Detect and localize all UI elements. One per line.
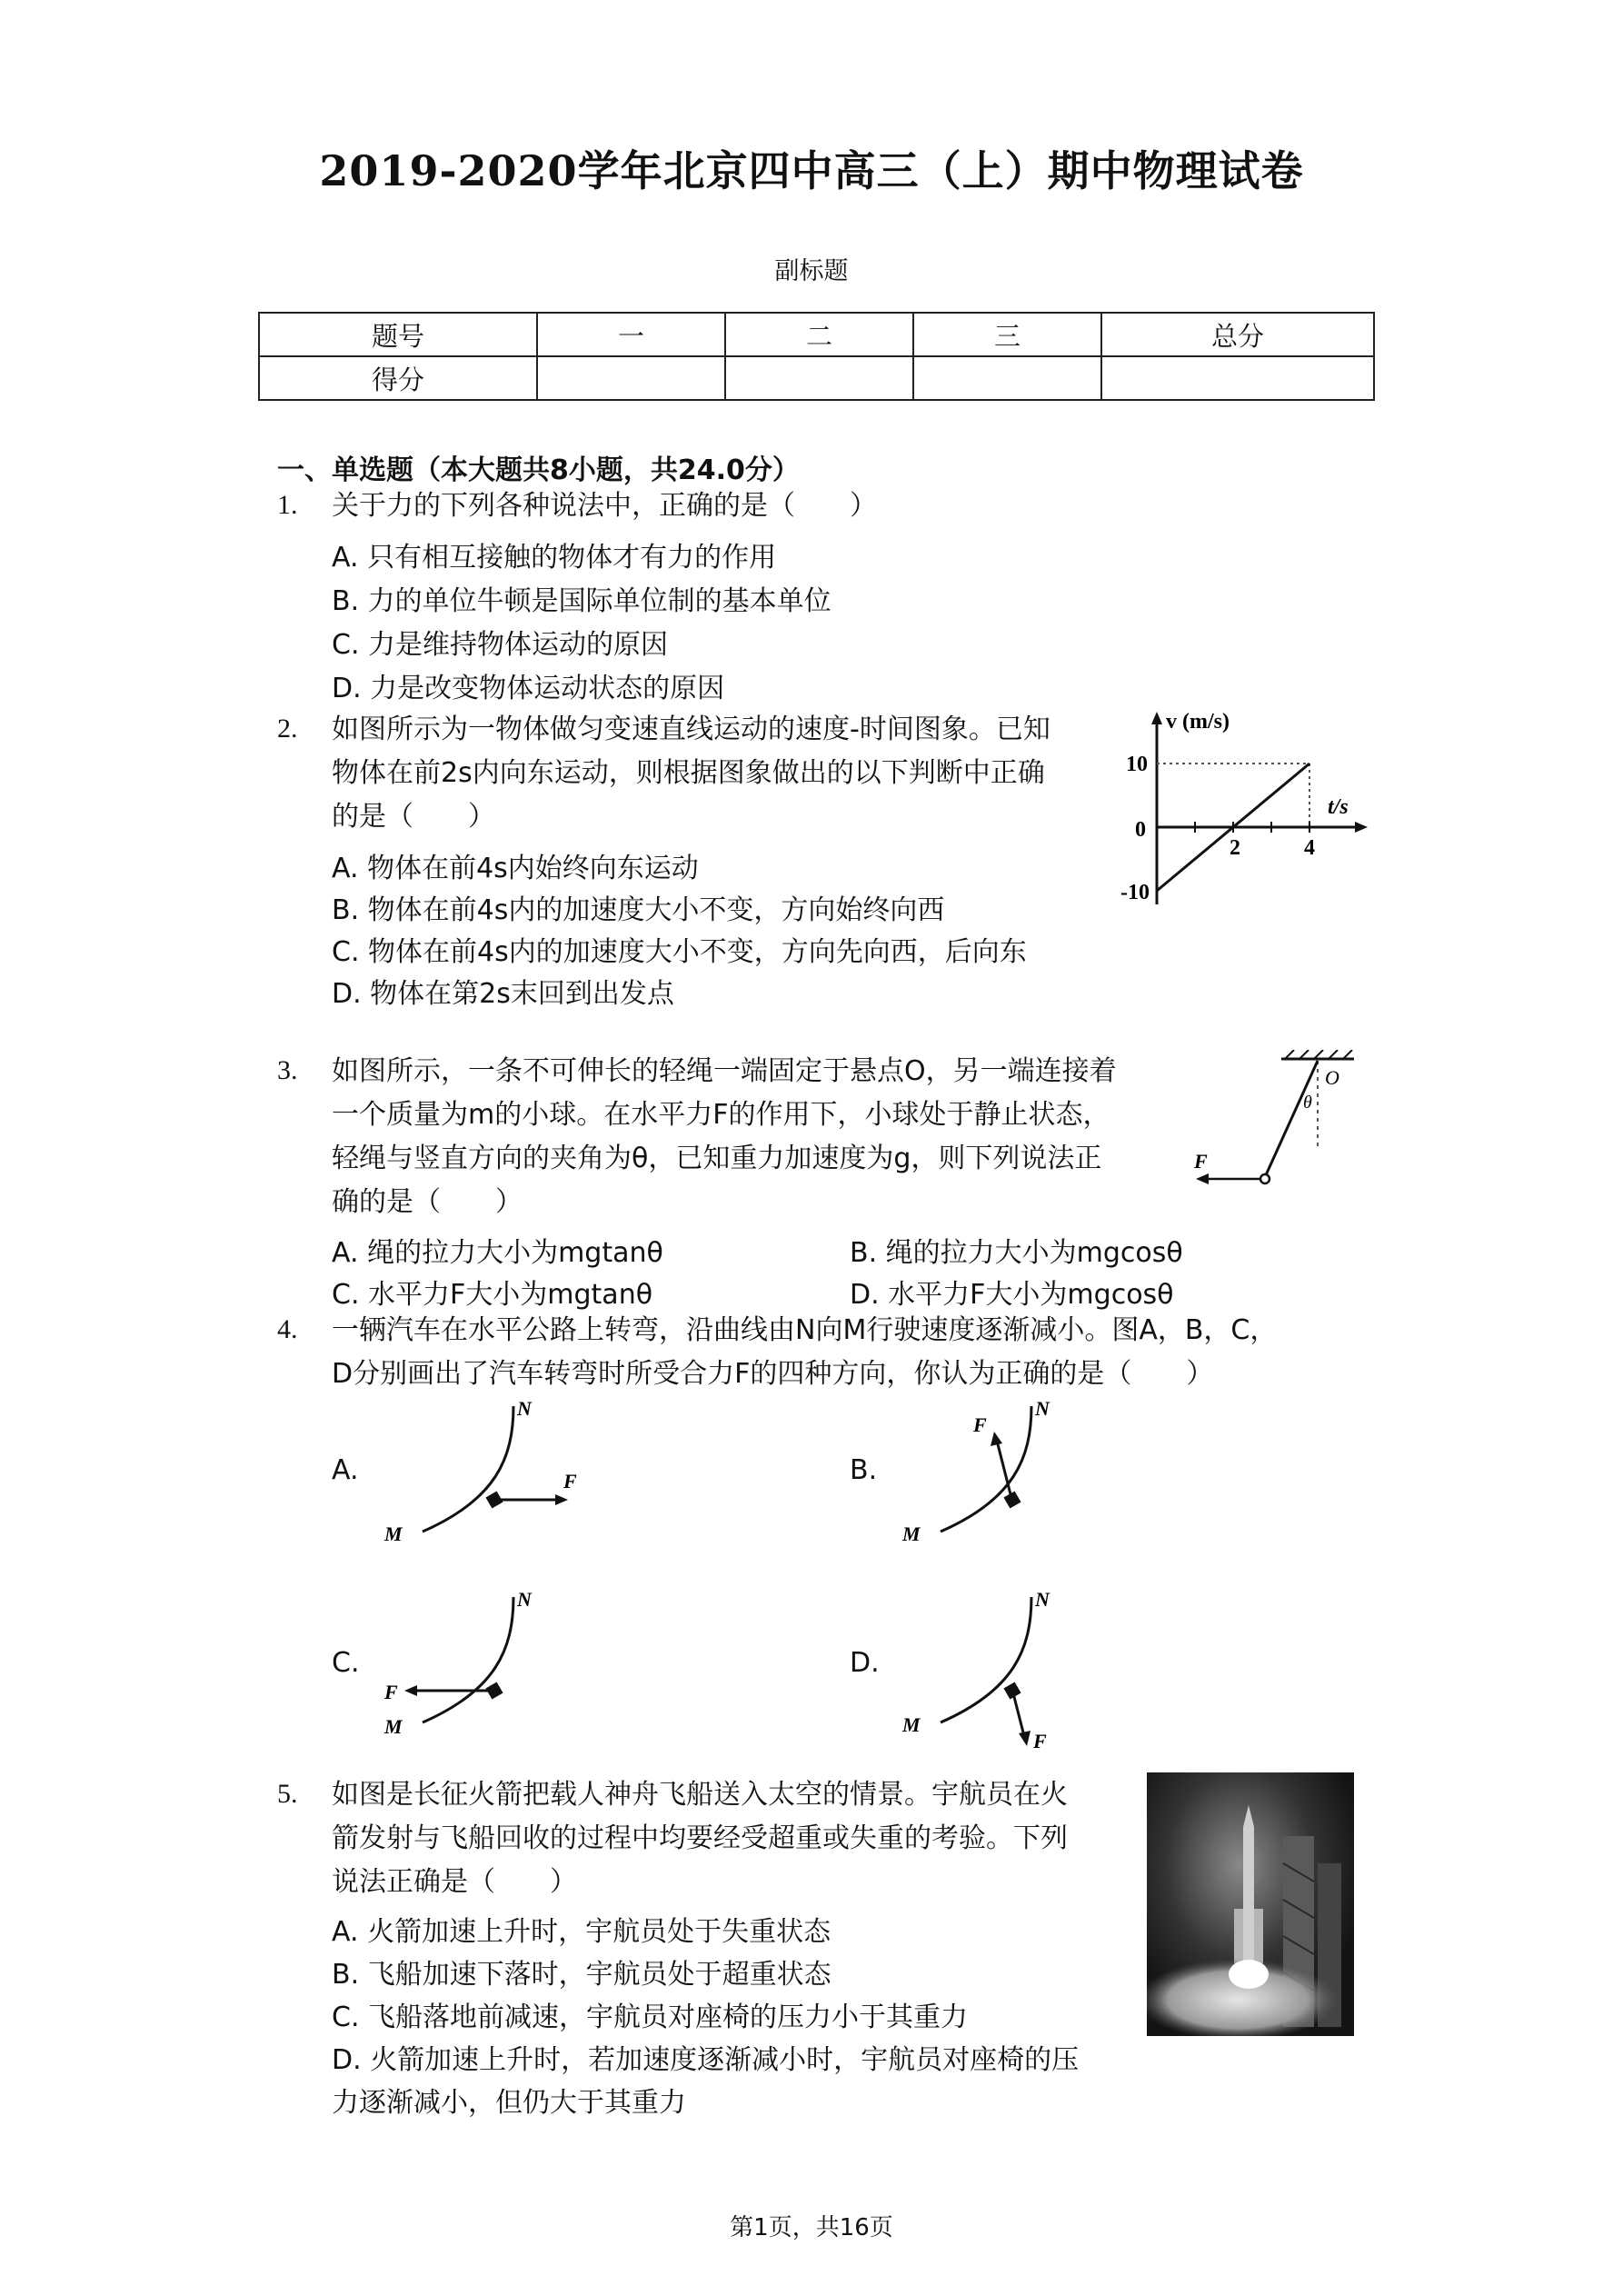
question-stem-line: 轻绳与竖直方向的夹角为θ，已知重力加速度为g，则下列说法正 — [332, 1143, 1102, 1174]
score-header-cell: 总分 — [1101, 313, 1374, 356]
option-c: C. 飞船落地前减速，宇航员对座椅的压力小于其重力 — [332, 2002, 969, 2033]
label-f: F — [1033, 1730, 1047, 1752]
rope — [1265, 1061, 1318, 1177]
option-c: C. 物体在前4s内的加速度大小不变，方向先向西，后向东 — [332, 936, 1027, 968]
force-label: F — [1194, 1150, 1208, 1173]
option-d: D. 物体在第2s末回到出发点 — [332, 978, 674, 1010]
label-f: F — [384, 1681, 398, 1703]
y-axis-arrow — [1151, 712, 1162, 724]
pendulum-figure — [1190, 1050, 1363, 1195]
question-number: 5. — [277, 1779, 298, 1809]
page-subtitle: 副标题 — [774, 257, 849, 285]
force-arrowhead — [1196, 1173, 1209, 1184]
force-arrowhead — [991, 1432, 1002, 1446]
option-d: D. 水平力F大小为mgcosθ — [850, 1279, 1174, 1311]
option-c: C. 力是维持物体运动的原因 — [332, 629, 669, 661]
question-stem-line: 物体在前2s内向东运动，则根据图象做出的以下判断中正确 — [332, 757, 1045, 789]
score-header-cell: 一 — [537, 313, 725, 356]
label-f: F — [973, 1413, 987, 1436]
question-stem-line: 如图所示为一物体做匀变速直线运动的速度-时间图象。已知 — [332, 714, 1050, 745]
option-a: A. 绳的拉力大小为mgtanθ — [332, 1237, 663, 1269]
page-footer: 第1页，共16页 — [730, 2214, 893, 2241]
section-heading: 一、单选题（本大题共8小题，共24.0分） — [277, 454, 800, 486]
booster-left — [1234, 1909, 1243, 1963]
option-a: A. 只有相互接触的物体才有力的作用 — [332, 542, 777, 574]
force-arrowhead — [1019, 1731, 1031, 1746]
option-a: A. 火箭加速上升时，宇航员处于失重状态 — [332, 1916, 831, 1948]
question-stem-line: 如图所示，一条不可伸长的轻绳一端固定于悬点O，另一端连接着 — [332, 1055, 1117, 1087]
x-axis-arrow — [1355, 822, 1368, 833]
ball — [1260, 1174, 1270, 1183]
label-n: N — [517, 1588, 532, 1611]
option-b: B. — [850, 1454, 878, 1486]
curve-figure-a — [377, 1395, 595, 1554]
engine-flame — [1229, 1960, 1269, 1989]
question-number: 4. — [277, 1314, 298, 1344]
label-m: M — [384, 1715, 403, 1738]
car-marker — [1003, 1682, 1021, 1699]
question-number: 1. — [277, 490, 298, 520]
question-stem-line: 说法正确是（ ） — [332, 1866, 577, 1898]
curve-figure-d — [895, 1586, 1086, 1754]
label-m: M — [384, 1522, 403, 1545]
score-cell — [537, 356, 725, 400]
y-tick-label: 10 — [1126, 753, 1148, 776]
curve-path — [423, 1406, 513, 1532]
score-cell — [913, 356, 1101, 400]
x-tick-label: 4 — [1304, 836, 1315, 860]
score-header-cell: 二 — [725, 313, 913, 356]
option-d: D. 火箭加速上升时，若加速度逐渐减小时，宇航员对座椅的压 — [332, 2044, 1080, 2076]
score-cell — [1101, 356, 1374, 400]
question-stem-line: 确的是（ ） — [332, 1186, 523, 1218]
option-d: D. — [850, 1647, 880, 1679]
label-n: N — [517, 1397, 532, 1420]
y-tick-label: 0 — [1135, 818, 1146, 842]
option-b: B. 飞船加速下落时，宇航员处于超重状态 — [332, 1959, 831, 1991]
force-arrowhead — [555, 1494, 568, 1505]
label-m: M — [902, 1713, 921, 1736]
option-c: C. — [332, 1647, 360, 1679]
car-marker — [1003, 1491, 1021, 1508]
score-table-header-row — [259, 313, 1374, 356]
velocity-time-graph — [1113, 704, 1377, 913]
option-a: A. — [332, 1454, 359, 1486]
y-tick-label: -10 — [1120, 881, 1150, 904]
page-title: 2019-2020学年北京四中高三（上）期中物理试卷 — [319, 146, 1304, 195]
question-stem-line: 箭发射与飞船回收的过程中均要经受超重或失重的考验。下列 — [332, 1822, 1068, 1854]
label-n: N — [1035, 1588, 1050, 1611]
question-stem-line: 一个质量为m的小球。在水平力F的作用下，小球处于静止状态， — [332, 1099, 1110, 1131]
option-b: B. 物体在前4s内的加速度大小不变，方向始终向西 — [332, 894, 945, 926]
rocket-body — [1243, 1805, 1254, 1963]
curve-path — [423, 1597, 513, 1722]
rocket-launch-photo — [1147, 1772, 1354, 2036]
option-b: B. 力的单位牛顿是国际单位制的基本单位 — [332, 585, 831, 617]
point-o-label: O — [1325, 1066, 1339, 1089]
option-a: A. 物体在前4s内始终向东运动 — [332, 853, 699, 884]
question-number: 2. — [277, 714, 298, 744]
score-header-cell: 题号 — [259, 313, 537, 356]
question-stem-line: 一辆汽车在水平公路上转弯，沿曲线由N向M行驶速度逐渐减小。图A，B，C， — [332, 1314, 1278, 1346]
theta-label: θ — [1303, 1093, 1312, 1113]
option-b: B. 绳的拉力大小为mgcosθ — [850, 1237, 1183, 1269]
question-number: 3. — [277, 1055, 298, 1085]
label-f: F — [563, 1470, 577, 1492]
y-axis-label: v (m/s) — [1166, 710, 1230, 734]
curve-path — [941, 1597, 1031, 1722]
question-stem-line: D分别画出了汽车转弯时所受合力F的四种方向，你认为正确的是（ ） — [332, 1358, 1214, 1390]
label-n: N — [1035, 1397, 1050, 1420]
booster-right — [1254, 1909, 1263, 1963]
force-arrowhead — [404, 1685, 417, 1696]
option-d-continued: 力逐渐减小，但仍大于其重力 — [332, 2087, 686, 2119]
curve-figure-b — [895, 1395, 1086, 1554]
score-table — [258, 312, 1375, 401]
question-stem: 关于力的下列各种说法中，正确的是（ ） — [332, 490, 877, 522]
score-row-label: 得分 — [259, 356, 537, 400]
force-arrow — [1013, 1693, 1024, 1736]
option-d: D. 力是改变物体运动状态的原因 — [332, 673, 725, 704]
score-table-score-row — [259, 356, 1374, 400]
x-tick-label: 2 — [1230, 836, 1240, 860]
question-stem-line: 如图是长征火箭把载人神舟飞船送入太空的情景。宇航员在火 — [332, 1779, 1068, 1811]
question-stem-line: 的是（ ） — [332, 801, 495, 833]
curve-figure-c — [377, 1586, 595, 1745]
option-c: C. 水平力F大小为mgtanθ — [332, 1279, 653, 1311]
label-m: M — [902, 1522, 921, 1545]
x-axis-label: t/s — [1328, 795, 1349, 819]
score-header-cell: 三 — [913, 313, 1101, 356]
score-cell — [725, 356, 913, 400]
